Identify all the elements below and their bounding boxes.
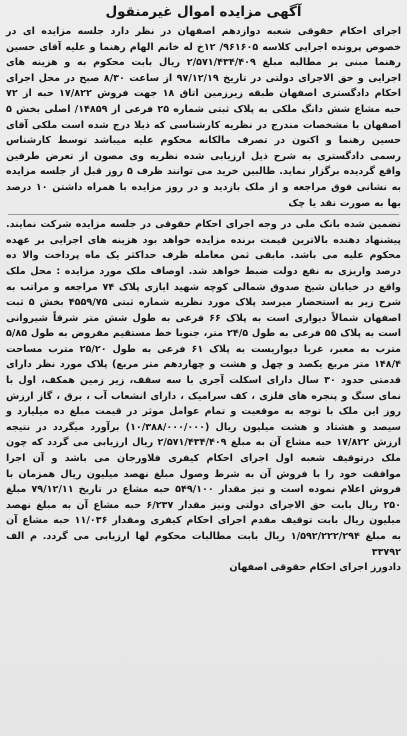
notice-title: آگهی مزایده اموال غیرمنقول [105, 4, 302, 20]
notice-paragraph-1: اجرای احکام حقوقی شعبه دوازدهم اصفهان در نظر دارد جلسه مزایده ای در خصوص پرونده اجرایی کلاسه ۹۶۱۶۰۵/ ۱۲خ له خانم الهام رهنما و علیه آقای حسین رهنما مبنی بر مطالبه مبلغ ۲/۵۷۱/۴۳۴/۴۰۹ ریال بابت محکوم به و هزینه های اجرایی و حق الاجرای دولتی در تاریخ ۹۷/۱۲/۱۹ از ساعت ۸/۳۰ صبح در محل اجرای احکام دادگستری اصفهان طبقه زیرزمین اتاق ۱۸ جهت فروش ۱۷/۸۲۲ حبه از ۷۲ حبه مشاع شش دانگ ملکی به پلاک ثبتی شماره ۲۵ فرعی از ۱۴۸۵۹/ اصلی بخش ۵ اصفهان با مشخصات مندرج در نظریه کارشناسی که ذیلا درج شده است ملکی آقای حسین رهنما و اکنون در تصرف مالکانه محکوم علیه میباشد توسط کارشناس رسمی دادگستری به شرح ذیل ارزیابی شده نظریه وی مصون از تعرض طرفین واقع گردیده برگزار نماید. طالبین خرید می توانند ظرف ۵ روز قبل از جلسه مزایده به نشانی فوق مراجعه و از ملک بازدید و در روز مزایده با همراه داشتن ۱۰ درصد بها به صورت نقد یا چک [6, 26, 402, 209]
notice-paragraph-2: تضمین شده بانک ملی در وجه اجرای احکام حقوقی در جلسه مزایده شرکت نمایند. پیشنهاد دهنده بالاترین قیمت برنده مزایده خواهد بود هزینه های اجرایی بر عهده محکوم علیه می باشد. مابقی ثمن معامله ظرف حداکثر یک ماه پرداخت والا ده درصد واریزی به نفع دولت ضبط خواهد شد. اوصاف ملک مورد مزایده : محل ملک واقع در خیابان شیخ صدوق شمالی کوچه شهید ایازی پلاک ۷۴ مراجعه و مراتب به شرح زیر به استحضار میرسد پلاک مورد نظریه شماره ثبتی ۴۵۵۹/۷۵ بخش ۵ ثبت اصفهان شمالاً دیواری است به پلاک ۶۶ فرعی به طول شش متر شرقاً شیروانی است به پلاک ۵۵ فرعی به طول ۲۴/۵ متر، جنوبا خط مستقیم مفروض به طول ۵/۸۵ مترب به معبر، غربا دیواریست به پلاک ۶۱ فرعی به طول ۲۵/۲۰ مترب مساحت ۱۴۸/۴ متر مربع یکصد و چهل و هشت و چهاردهم متر مربع) پلاک مورد نظر دارای قدمتی حدود ۳۰ سال دارای اسکلت آجری با سه سقف، زیر زمین همکف، اول با نمای سنگ و پنجره های فلزی ، کف سرامیک ، دارای انشعاب آب ، برق ، گاز ارزش روز این ملک با توجه به موقعیت و تمام عوامل موثر در قیمت مبلغ ده میلیارد و سیصد و هشتاد و هشت میلیون ریال (۱۰/۳۸۸/۰۰۰/۰۰۰) برآورد میگردد در نتیجه ارزش ۱۷/۸۲۲ حبه مشاع آن به مبلغ ۲/۵۷۱/۴۳۴/۴۰۹ ریال ارزیابی می گردد که چون ملک درتوقیف شعبه اول اجرای احکام کیفری فلاورجان می باشد و آن اجرا موافقت خود را با فروش آن به شرط وصول مبلغ نهصد میلیون ریال همزمان با فروش اعلام نموده است و نیز مقدار ۵۴۹/۱۰۰ حبه مشاع در تاریخ ۷۹/۱۲/۱۱ مبلغ ۲۵۰ ریال بابت حق الاجرای دولتی ونیز مقدار ۶/۲۳۷ حبه مشاع آن به مبلغ نهصد میلیون ریال بابت توقیف مقدم اجرای احکام کیفری ومقدار ۱۱/۰۳۶ حبه مشاع آن به مبلغ ۱/۵۹۲/۲۲۲/۲۹۴ ریال بابت مطالبات محکوم لها ارزیابی می گردد. م الف ۳۳۷۹۲ [6, 219, 402, 558]
section-divider [8, 214, 399, 215]
notice-signature: دادورز اجرای احکام حقوقی اصفهان [229, 562, 401, 574]
